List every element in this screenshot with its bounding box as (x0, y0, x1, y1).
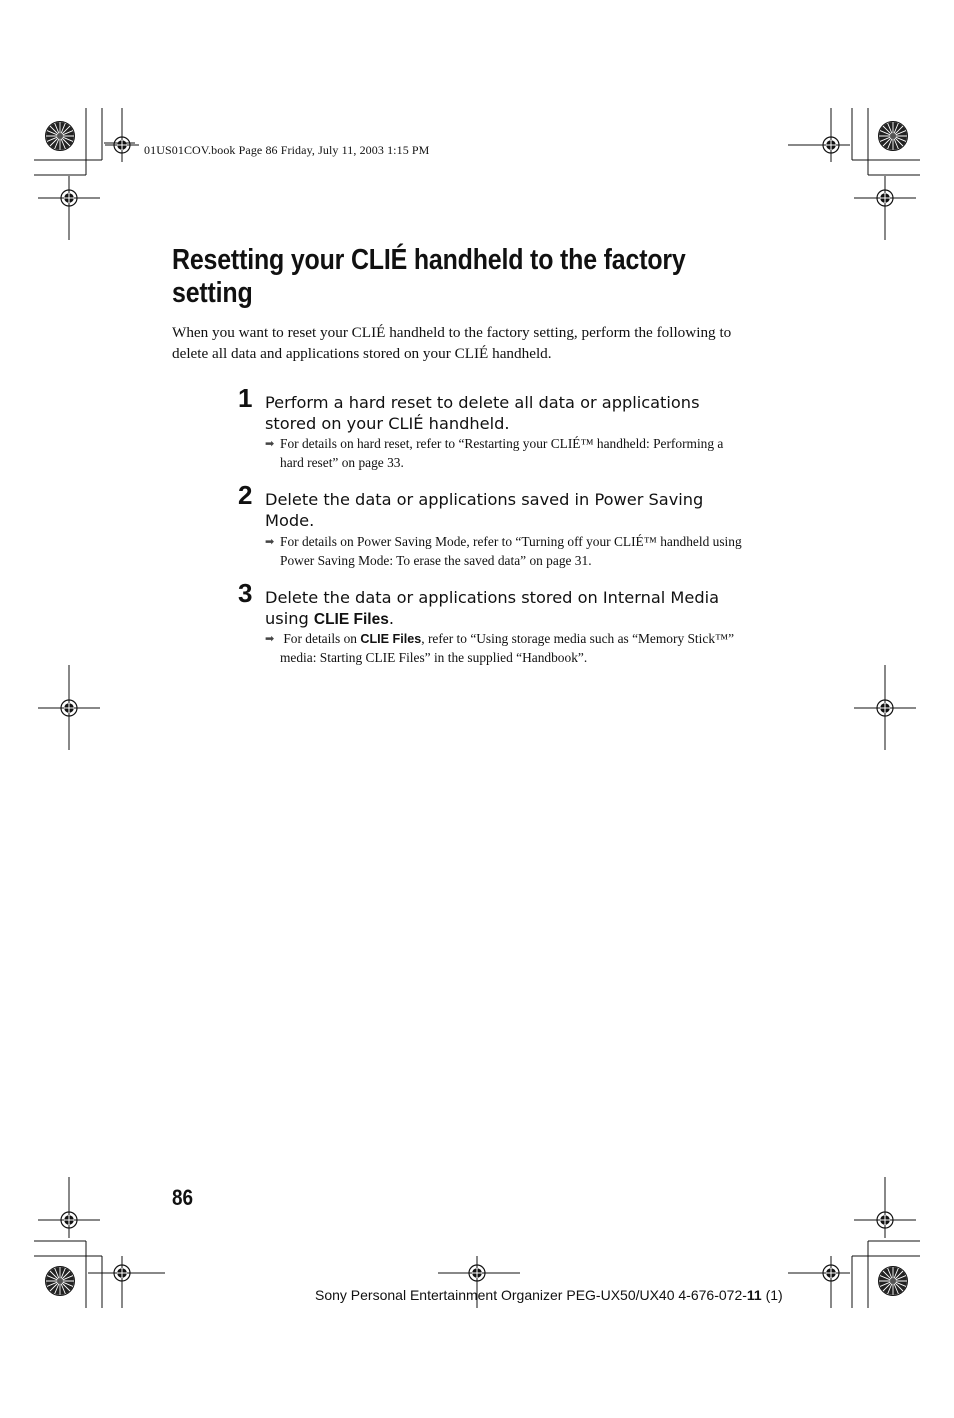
footer-suffix: (1) (761, 1287, 783, 1303)
footer-bold: 11 (746, 1287, 762, 1303)
step-text-3 (265, 587, 745, 630)
arrow-right-icon: ➡ (265, 632, 275, 645)
step-note-3-end: , refer to “Using storage media such as “Memory Stick™” media: Starting CLIE Files” in the supplied “Handbook”. (280, 631, 735, 665)
clie-files-label: CLIE Files (313, 611, 389, 628)
footer-text: Sony Personal Entertainment Organizer PEG-UX50/UX40 4-676-072- (315, 1287, 747, 1303)
page-title: Resetting your CLIÉ handheld to the factory setting (172, 244, 686, 309)
step-text-1: Perform a hard reset to delete all data or applications stored on your CLIÉ handheld. (265, 393, 700, 433)
step-note-1: For details on hard reset, refer to “Restarting your CLIÉ™ handheld: Performing a hard reset” on page 33. (280, 436, 724, 470)
page-number: 86 (172, 1185, 194, 1210)
step-text-3-part: Delete the data or applications stored on Internal Media using (265, 588, 720, 628)
step-number-1: 1 (238, 383, 253, 413)
arrow-right-icon: ➡ (265, 535, 275, 548)
step-note-3 (280, 630, 750, 667)
step-text-2: Delete the data or applications saved in Power Saving Mode. (265, 490, 704, 530)
arrow-right-icon: ➡ (265, 437, 275, 450)
footer-product-line (315, 1287, 783, 1303)
step-note-2: For details on Power Saving Mode, refer to “Turning off your CLIÉ™ handheld using Power Saving Mode: To erase the saved data” on page 31. (280, 534, 742, 568)
step-note-3-part: For details on (283, 631, 361, 646)
step-number-3: 3 (238, 578, 253, 608)
file-info-header: 01US01COV.book Page 86 Friday, July 11, 2003 1:15 PM (144, 143, 430, 157)
step-text-3-end: . (388, 609, 394, 628)
intro-paragraph: When you want to reset your CLIÉ handheld to the factory setting, perform the following to delete all data and applications stored on your CLIÉ handheld. (172, 324, 732, 362)
step-number-2: 2 (238, 480, 253, 510)
clie-files-note-label: CLIE Files (360, 632, 422, 646)
